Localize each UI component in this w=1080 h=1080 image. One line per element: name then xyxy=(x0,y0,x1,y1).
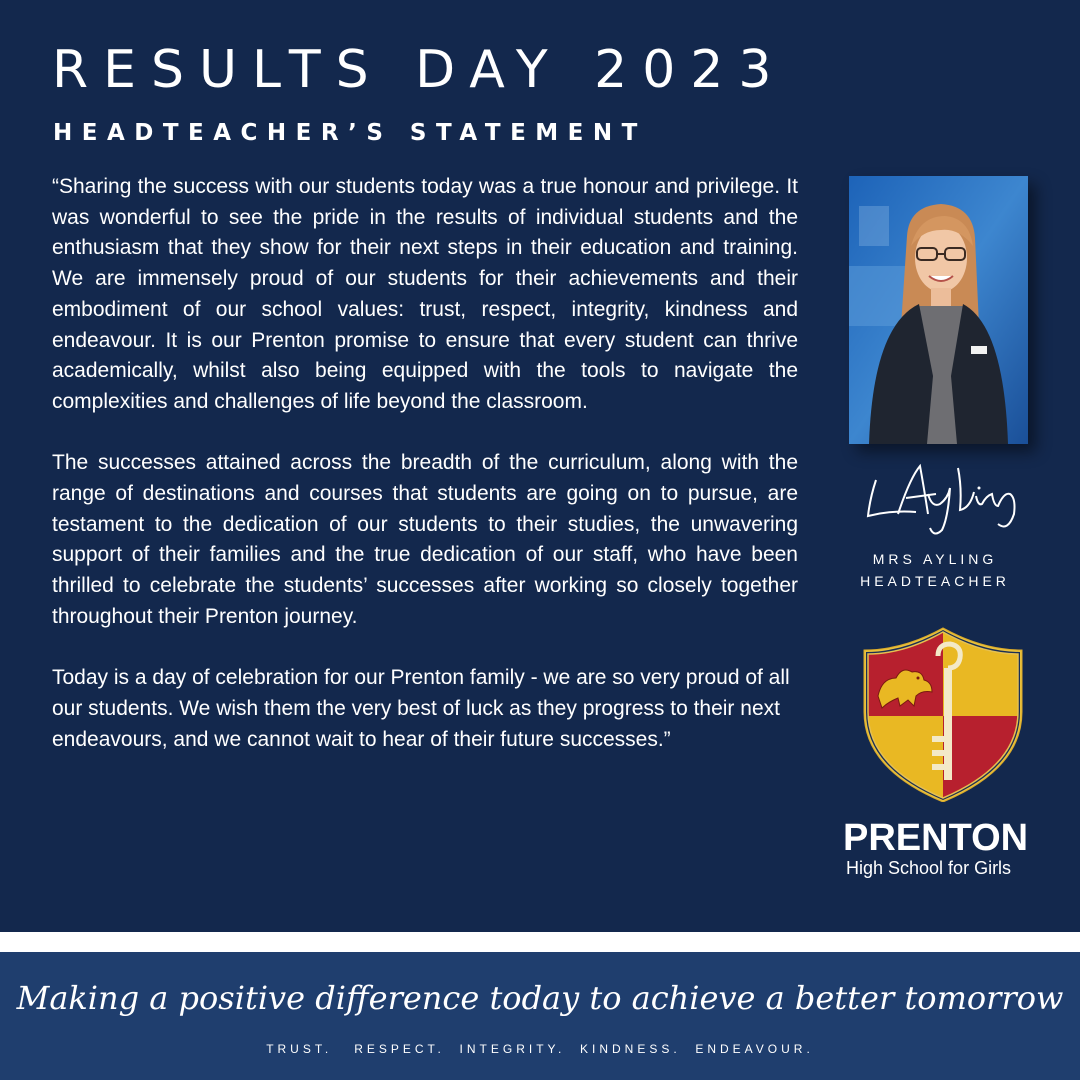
school-crest xyxy=(862,626,1024,802)
headteacher-signature xyxy=(858,458,1033,538)
statement-paragraph-2: The successes attained across the breadth of the curriculum, along with the range of destinations and courses that students are going on to pursue, are testament to the dedication of our students to their studies, the unwavering support of their families and the true dedication of our staff, who have been thrilled to celebrate the students’ successes after working so closely together throughout their Prenton journey. xyxy=(52,451,798,628)
headteacher-photo xyxy=(849,176,1028,444)
footer-banner xyxy=(0,952,1080,1080)
statement-paragraph-3: Today is a day of celebration for our Prenton family - we are so very proud of all our students. We wish them the very best of luck as they progress to their next endeavours, and we cannot wait to hear of their future successes.” xyxy=(52,666,790,751)
crest-shield-icon xyxy=(862,626,1024,802)
headteacher-portrait-image xyxy=(849,176,1028,444)
school-name: PRENTON xyxy=(843,817,1029,859)
headteacher-role: HEADTEACHER xyxy=(860,573,1010,589)
headteacher-caption xyxy=(835,548,1035,592)
headteacher-name: MRS AYLING xyxy=(872,551,998,567)
school-tagline: Making a positive difference today to achieve a better tomorrow xyxy=(16,979,1064,1017)
page-subtitle: HEADTEACHER’S STATEMENT xyxy=(53,120,647,146)
page-title: RESULTS DAY 2023 xyxy=(52,40,787,100)
divider-stripe xyxy=(0,932,1080,952)
school-values: TRUST. RESPECT. INTEGRITY. KINDNESS. ENDEAVOUR. xyxy=(266,1042,814,1056)
statement-paragraph-1: “Sharing the success with our students today was a true honour and privilege. It was wonderful to see the pride in the results of individual students and the enthusiasm that they show for their next steps in their education and training. We are immensely proud of our students for their achievements and their embodiment of our school values: trust, respect, integrity, kindness and endeavour. It is our Prenton promise to ensure that every student can thrive academically, whilst also being equipped with the tools to navigate the complexities and challenges of life beyond the classroom. xyxy=(52,175,798,413)
signature-image xyxy=(858,458,1033,538)
school-subname: High School for Girls xyxy=(846,858,1012,878)
headteacher-statement xyxy=(52,172,798,786)
